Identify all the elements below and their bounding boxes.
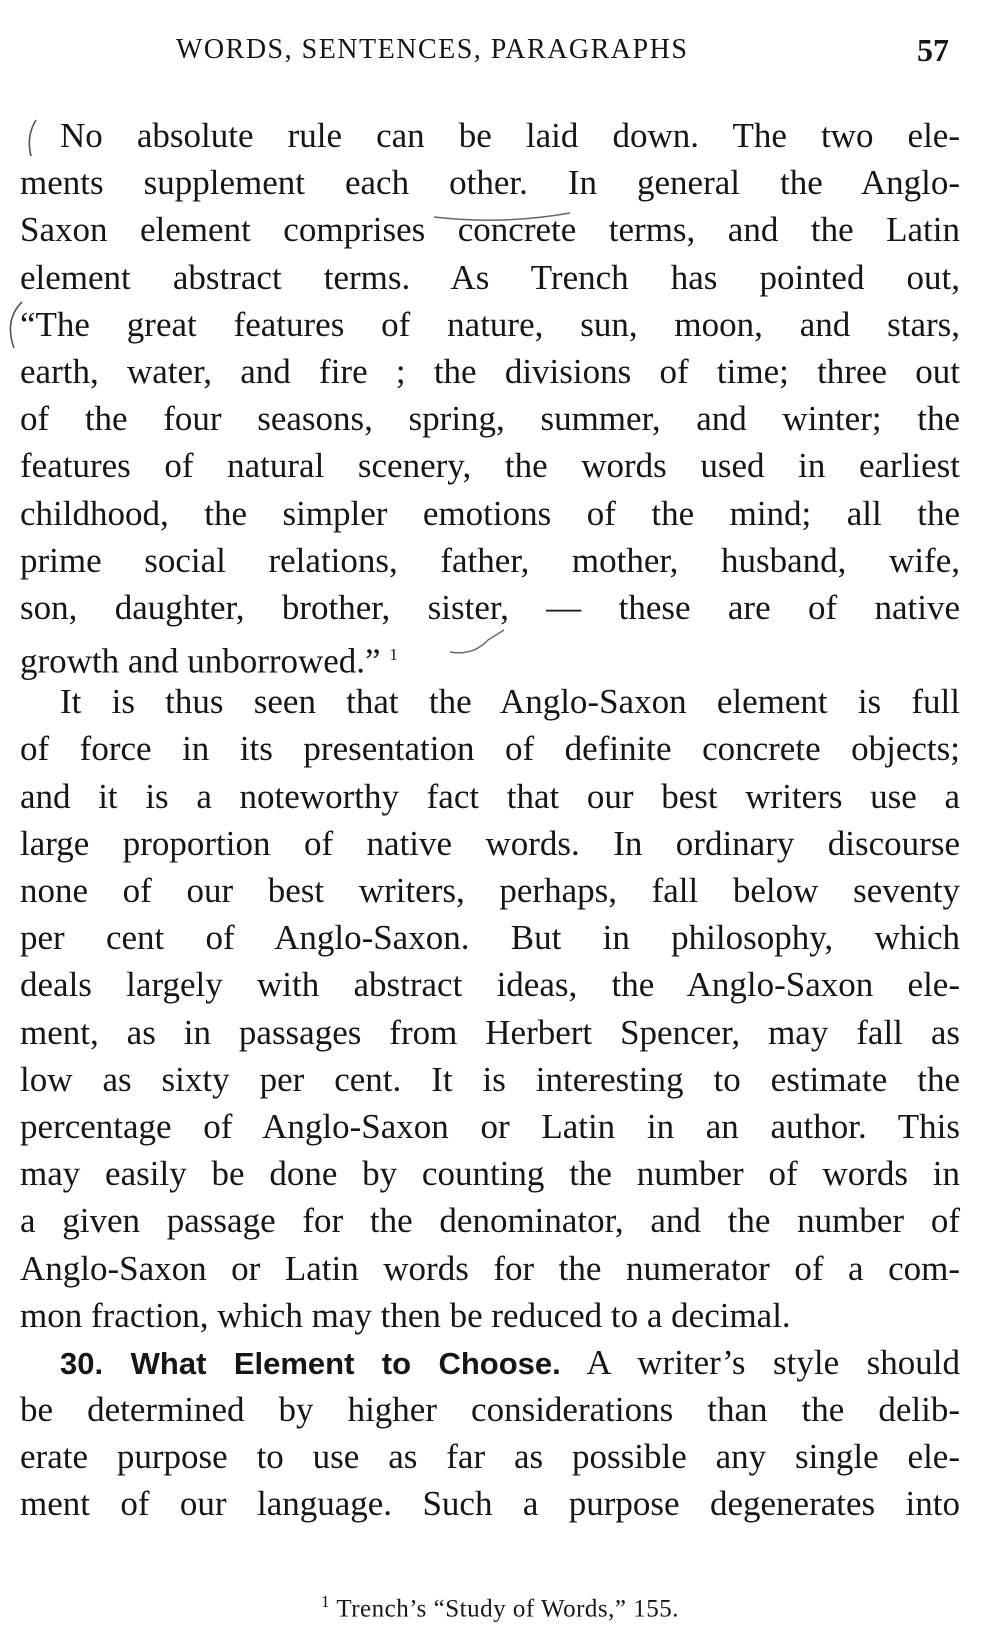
- section-30-first-line-text: A writer’s style should: [586, 1342, 960, 1382]
- section-number: 30.: [60, 1345, 104, 1381]
- paragraph-1-line: of the four seasons, spring, summer, and winter; the: [20, 399, 960, 439]
- paragraph-2-line: none of our best writers, perhaps, fall below seventy: [20, 871, 960, 910]
- paragraph-1-line: childhood, the simpler emotions of the mind; all the: [20, 493, 960, 533]
- section-30-line: be determined by higher considerations than the delib-: [20, 1390, 960, 1430]
- paragraph-1-line: ments supplement each other. In general the Anglo-: [20, 163, 960, 203]
- paragraph-2-line: ment, as in passages from Herbert Spencer, may fall as: [20, 1012, 960, 1052]
- paragraph-2-line: large proportion of native words. In ordinary discourse: [20, 823, 960, 863]
- paragraph-1-line: earth, water, and fire ; the divisions of time; three out: [20, 351, 960, 391]
- paragraph-1-last-line: [20, 631, 960, 681]
- paragraph-2-line: It is thus seen that the Anglo-Saxon element is full: [60, 682, 960, 722]
- paragraph-2-line: deals largely with abstract ideas, the Anglo-Saxon ele-: [20, 965, 960, 1005]
- section-30-heading-line: [20, 1339, 960, 1386]
- page-number: 57: [917, 32, 949, 68]
- paragraph-1-line: features of natural scenery, the words used in earliest: [20, 446, 960, 486]
- footnote: [0, 1592, 1000, 1623]
- paragraph-2-line: low as sixty per cent. It is interesting to estimate the: [20, 1059, 960, 1099]
- running-head: [0, 34, 1000, 74]
- body-text: [20, 112, 960, 1528]
- paragraph-2-line: percentage of Anglo-Saxon or Latin in an author. This: [20, 1106, 960, 1146]
- paragraph-1-line: son, daughter, brother, sister, — these are of native: [20, 587, 960, 627]
- paragraph-2-last-line: mon fraction, which may then be reduced to a decimal.: [20, 1295, 791, 1335]
- paragraph-1-line: No absolute rule can be laid down. The two ele-: [60, 116, 960, 155]
- section-30-line: erate purpose to use as far as possible any single ele-: [20, 1437, 960, 1477]
- paragraph-1-line: prime social relations, father, mother, husband, wife,: [20, 540, 960, 580]
- paragraph-2-line: a given passage for the denominator, and the number of: [20, 1201, 960, 1241]
- footnote-text: Trench’s “Study of Words,” 155.: [336, 1595, 679, 1623]
- paragraph-2-line: Anglo-Saxon or Latin words for the numerator of a com-: [20, 1248, 960, 1288]
- footnote-marker: 1: [321, 1592, 331, 1611]
- paragraph-1-last-text: growth and unborrowed.”: [20, 641, 381, 681]
- paragraph-2-line: of force in its presentation of definite concrete objects;: [20, 729, 960, 769]
- paragraph-1-line: element abstract terms. As Trench has pointed out,: [20, 257, 960, 297]
- section-title: What Element to Choose.: [130, 1345, 561, 1381]
- paragraph-2-line: per cent of Anglo-Saxon. But in philosophy, which: [20, 918, 960, 958]
- paragraph-2-line: may easily be done by counting the number of words in: [20, 1154, 960, 1194]
- section-30-line: ment of our language. Such a purpose degenerates into: [20, 1484, 960, 1524]
- footnote-reference: 1: [389, 645, 398, 665]
- paragraph-2-line: and it is a noteworthy fact that our best writers use a: [20, 776, 960, 816]
- paragraph-1-line: Saxon element comprises concrete terms, and the Latin: [20, 210, 960, 250]
- running-title: WORDS, SENTENCES, PARAGRAPHS: [176, 34, 689, 65]
- paragraph-1-line: “The great features of nature, sun, moon, and stars,: [20, 304, 960, 344]
